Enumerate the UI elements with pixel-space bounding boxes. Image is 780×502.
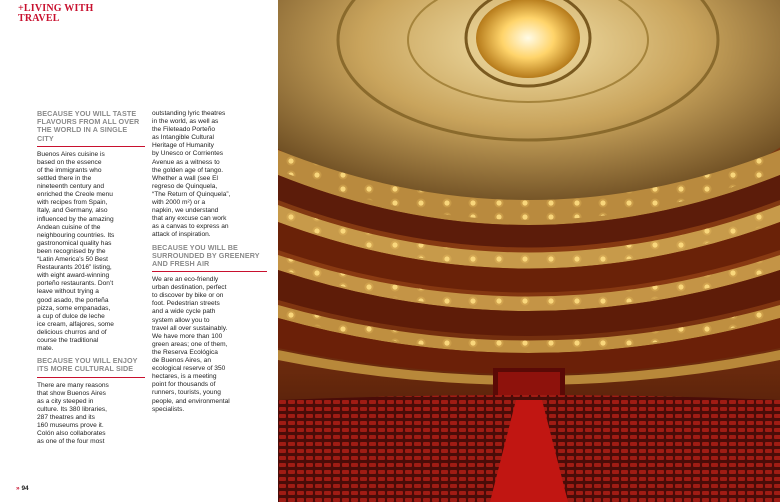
paragraph-greenery: We are an eco-friendly urban destination, perfect to discover by bike or on foot. Pedestrian streets and a wide cycle path system allow you to travel all over sustainably. We have more than 100 green areas; one of them, the Reserva Ecológica de Buenos Aires, an ecological reserve of 350 hectares, is a meeting point for thousands of runners, tourists, young people, and environmental specialists. <box>152 276 230 413</box>
folio-number: 94 <box>21 485 29 492</box>
section-tag <box>18 4 93 24</box>
paragraph-culture: There are many reasons that show Buenos Aires as a city steeped in culture. Its 380 libraries, 287 theatres and its 160 museums prove it. Colón also collaborates as one of the four most <box>37 381 109 446</box>
text-column-a <box>37 110 145 450</box>
heading-greenery: BECAUSE YOU WILL BE SURROUNDED BY GREENERY AND FRESH AIR <box>152 244 267 273</box>
section-tag-line1: +LIVING WITH <box>18 3 94 14</box>
section-tag-line2: TRAVEL <box>18 13 60 24</box>
text-column-b <box>152 110 267 418</box>
left-page <box>0 0 278 502</box>
page-number <box>16 485 29 492</box>
theatre-interior-photo <box>278 0 780 502</box>
heading-cultural: BECAUSE YOU WILL ENJOY ITS MORE CULTURAL SIDE <box>37 357 145 377</box>
folio-arrow: » <box>16 485 20 492</box>
paragraph-cuisine: Buenos Aires cuisine is based on the essence of the immigrants who settled there in the nineteenth century and enriched the Creole menu with recipes from Spain, Italy, and Germany, also influenced by the amazing Andean cuisine of the neighbouring countries. Its gastronomical quality has been recognised by the “Latin America’s 50 Best Restaurants 2016” listing, with eight award-winning porteño restaurants. Don’t leave without trying a good asado, the porteña pizza, some empanadas, a cup of dulce de leche ice cream, alfajores, some delicious churros and of course the traditional mate. <box>37 150 115 353</box>
heading-flavours: BECAUSE YOU WILL TASTE FLAVOURS FROM ALL OVER THE WORLD IN A SINGLE CITY <box>37 110 145 147</box>
paragraph-culture-continued: outstanding lyric theatres in the world, as well as the Fileteado Porteño as Intangible Cultural Heritage of Humanity by Unesco or Corrientes Avenue as a witness to the golden age of tango. Whether a wall (see El regreso de Quinquela, “The Return of Quinquela”, with 2000 m²) or a napkin, we understand that any excuse can work as a canvas to express an attack of inspiration. <box>152 110 231 239</box>
